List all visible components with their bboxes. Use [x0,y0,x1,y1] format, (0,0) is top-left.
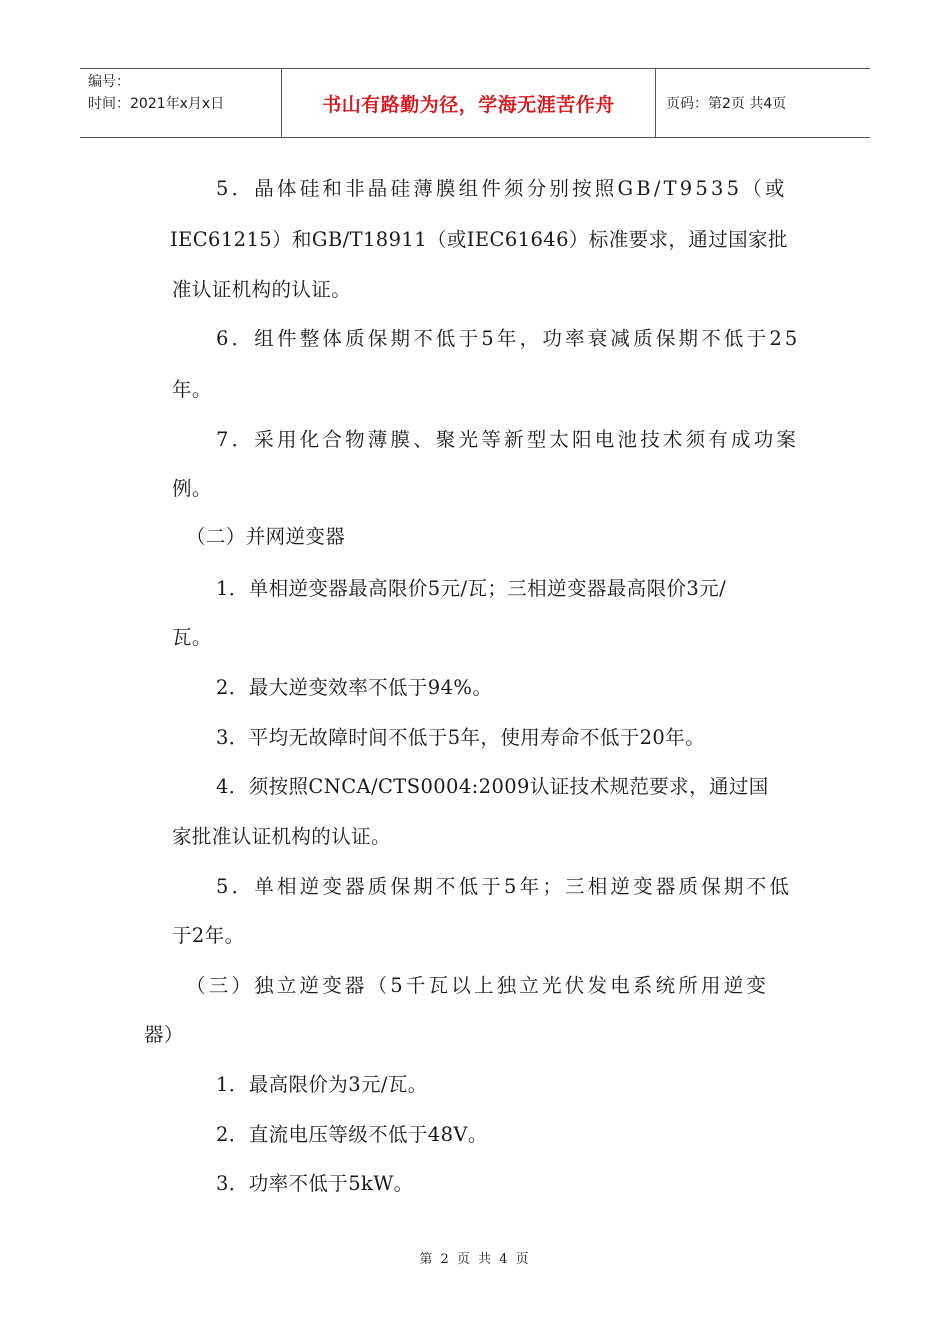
body-line-5: 年。 [172,378,212,401]
header-meta [80,69,282,137]
body-line-12: 3．平均无故障时间不低于5年，使用寿命不低于20年。 [216,726,706,749]
document-time: 时间：2021年x月x日 [88,96,225,112]
body-line-10: 瓦。 [172,626,212,649]
body-line-1: 5．晶体硅和非晶硅薄膜组件须分别按照GB/T9535（或 [216,177,788,200]
body-line-11: 2．最大逆变效率不低于94%。 [216,676,493,699]
body-line-15: 5．单相逆变器质保期不低于5年；三相逆变器质保期不低 [216,875,793,898]
body-line-18: 器） [144,1023,184,1046]
section-heading-grid-inverter: （二）并网逆变器 [186,525,346,548]
body-line-2: IEC61215）和GB/T18911（或IEC61646）标准要求，通过国家批 [170,228,788,251]
body-line-13: 4．须按照CNCA/CTS0004:2009认证技术规范要求，通过国 [216,775,769,798]
body-line-16: 于2年。 [172,924,245,947]
body-line-9: 1．单相逆变器最高限价5元/瓦；三相逆变器最高限价3元/ [216,577,727,600]
body-line-6: 7．采用化合物薄膜、聚光等新型太阳电池技术须有成功案 [216,428,800,451]
body-line-3: 准认证机构的认证。 [172,278,352,301]
body-line-20: 2．直流电压等级不低于48V。 [216,1123,488,1146]
header-motto: 书山有路勤为径，学海无涯苦作舟 [282,69,656,137]
body-line-19: 1．最高限价为3元/瓦。 [216,1073,428,1096]
body-line-4: 6．组件整体质保期不低于5年，功率衰减质保期不低于25 [216,327,801,350]
section-heading-standalone-inverter: （三）独立逆变器（5千瓦以上独立光伏发电系统所用逆变 [186,974,770,997]
page-footer: 第 2 页 共 4 页 [419,1252,531,1267]
header-page-info: 页码：第2页 共4页 [666,96,787,112]
body-line-7: 例。 [172,477,212,500]
body-line-14: 家批准认证机构的认证。 [172,825,391,848]
document-number-label: 编号： [88,74,130,90]
page-header [80,68,870,138]
body-line-21: 3．功率不低于5kW。 [216,1172,414,1195]
